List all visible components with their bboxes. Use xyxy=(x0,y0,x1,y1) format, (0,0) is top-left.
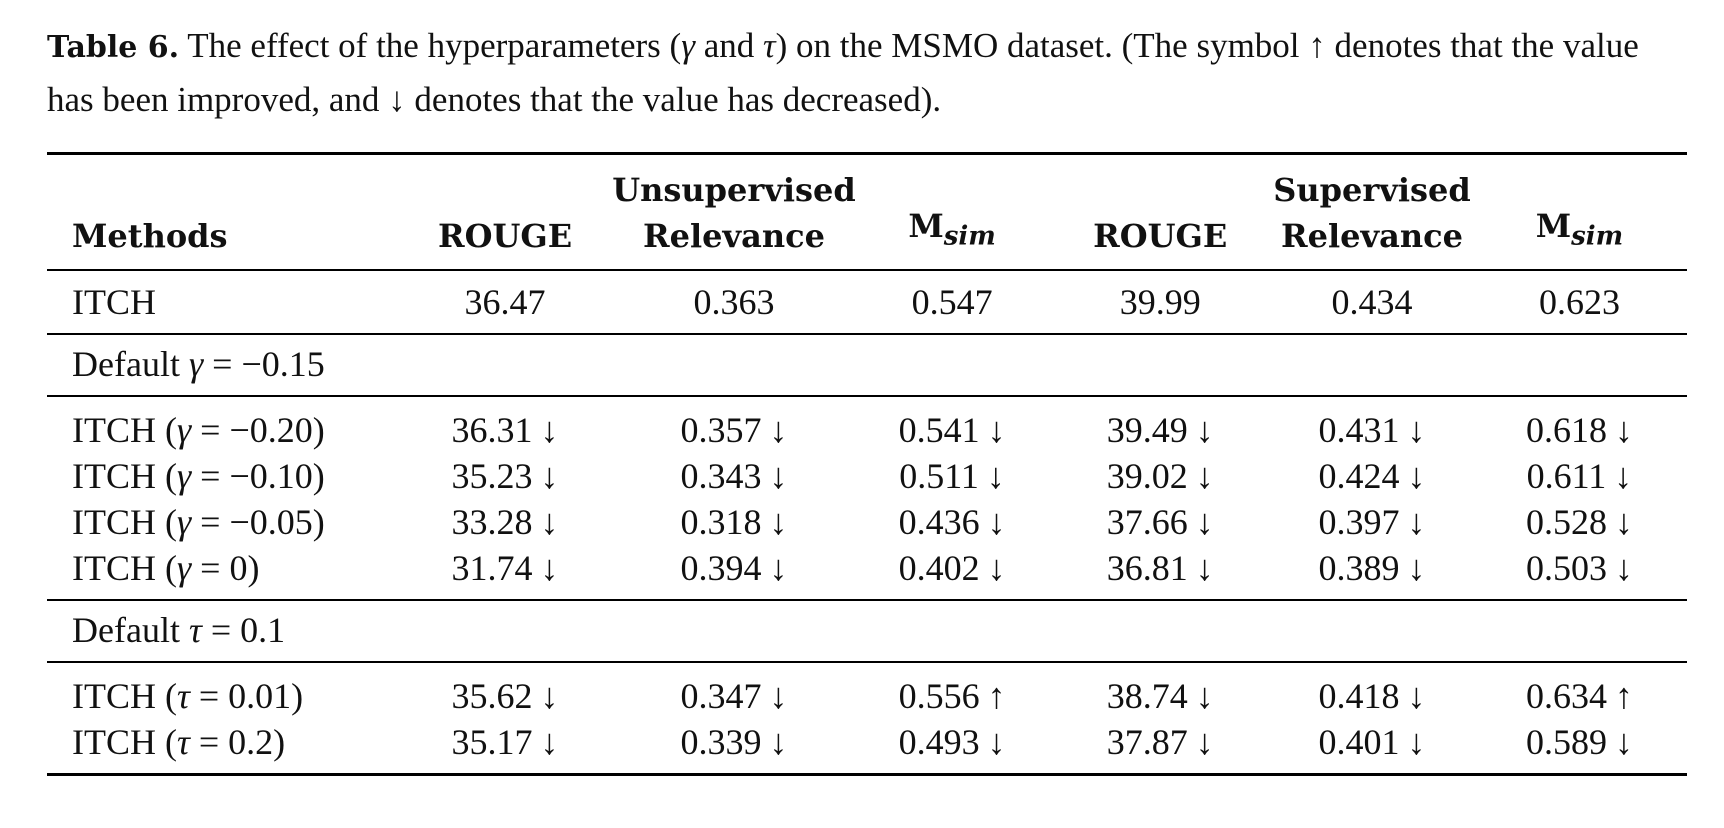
down-arrow-icon: ↓ xyxy=(1614,502,1633,542)
up-arrow-icon: ↑ xyxy=(1614,676,1633,716)
caption-text: denotes that the value has been improved, and xyxy=(47,26,1639,119)
table-row-itch xyxy=(47,270,1687,334)
value-cell: 0.541 ↓ xyxy=(856,396,1049,453)
down-arrow-icon: ↓ xyxy=(769,410,788,450)
value-cell: 0.418 ↓ xyxy=(1272,662,1472,719)
value-cell: 0.357 ↓ xyxy=(612,396,856,453)
value-cell: 36.47 xyxy=(464,282,546,322)
caption-text: denotes that the value has decreased). xyxy=(405,80,942,119)
method-cell: ITCH (τ = 0.01) xyxy=(72,676,304,716)
header-sup-rouge: ROUGE xyxy=(1048,155,1272,270)
value-cell: 36.81 ↓ xyxy=(1048,545,1272,600)
table-row xyxy=(47,719,1687,775)
value-cell: 35.62 ↓ xyxy=(398,662,612,719)
down-arrow-icon: ↓ xyxy=(1195,456,1214,496)
group-header-supervised: Supervised xyxy=(1273,171,1471,209)
down-arrow-icon: ↓ xyxy=(1195,410,1214,450)
section-row-tau xyxy=(47,600,1687,662)
down-arrow-icon: ↓ xyxy=(1407,722,1426,762)
up-arrow-icon: ↑ xyxy=(987,676,1006,716)
method-cell: ITCH (γ = 0) xyxy=(72,548,260,588)
down-arrow-icon: ↓ xyxy=(987,502,1006,542)
table-row xyxy=(47,545,1687,600)
header-unsup-rouge: ROUGE xyxy=(398,155,612,270)
caption-gamma: γ xyxy=(681,26,695,65)
value-cell: 0.547 xyxy=(911,282,993,322)
header-unsup-msim: $M_{sim}$ xyxy=(856,155,1049,270)
value-cell: 0.493 ↓ xyxy=(856,719,1049,775)
caption-text: The effect of the hyperparameters ( xyxy=(179,26,682,65)
caption-label: Table 6. xyxy=(47,30,180,65)
value-cell: 0.611 ↓ xyxy=(1472,453,1687,499)
down-arrow-icon: ↓ xyxy=(540,676,559,716)
method-cell: ITCH (γ = −0.10) xyxy=(72,456,325,496)
value-cell: 0.556 ↑ xyxy=(856,662,1049,719)
method-cell: ITCH xyxy=(72,282,156,322)
down-arrow-icon: ↓ xyxy=(540,722,559,762)
down-arrow-icon: ↓ xyxy=(769,502,788,542)
value-cell: 38.74 ↓ xyxy=(1048,662,1272,719)
table-caption xyxy=(47,20,1687,126)
down-arrow-icon: ↓ xyxy=(769,456,788,496)
value-cell: 0.503 ↓ xyxy=(1472,545,1687,600)
value-cell: 39.99 xyxy=(1119,282,1201,322)
table-row xyxy=(47,453,1687,499)
header-sup-msim: $M_{sim}$ xyxy=(1472,155,1687,270)
down-arrow-icon: ↓ xyxy=(987,410,1006,450)
down-arrow-icon: ↓ xyxy=(1407,548,1426,588)
header-unsup-relevance xyxy=(612,155,856,270)
table-row xyxy=(47,396,1687,453)
value-cell: 33.28 ↓ xyxy=(398,499,612,545)
header-sup-relevance xyxy=(1272,155,1472,270)
value-cell: 0.339 ↓ xyxy=(612,719,856,775)
value-cell: 37.87 ↓ xyxy=(1048,719,1272,775)
value-cell: 0.424 ↓ xyxy=(1272,453,1472,499)
value-cell: 39.49 ↓ xyxy=(1048,396,1272,453)
value-cell: 0.394 ↓ xyxy=(612,545,856,600)
down-arrow-icon: ↓ xyxy=(1195,722,1214,762)
caption-text: ) on the MSMO dataset. (The symbol xyxy=(775,26,1309,65)
header-row xyxy=(47,155,1687,270)
section-title: Default γ = −0.15 xyxy=(47,334,1687,396)
header-relevance-label: Relevance xyxy=(1281,217,1463,255)
down-arrow-icon: ↓ xyxy=(540,410,559,450)
down-arrow-icon: ↓ xyxy=(769,676,788,716)
value-cell: 0.402 ↓ xyxy=(856,545,1049,600)
down-arrow-icon: ↓ xyxy=(1614,722,1633,762)
value-cell: 39.02 ↓ xyxy=(1048,453,1272,499)
down-arrow-icon: ↓ xyxy=(540,456,559,496)
results-table xyxy=(47,152,1687,776)
method-cell: ITCH (γ = −0.05) xyxy=(72,502,325,542)
down-arrow-icon: ↓ xyxy=(540,548,559,588)
value-cell: 0.431 ↓ xyxy=(1272,396,1472,453)
value-cell: 0.434 xyxy=(1331,282,1413,322)
down-arrow-icon: ↓ xyxy=(1407,502,1426,542)
value-cell: 0.634 ↑ xyxy=(1472,662,1687,719)
value-cell: 0.618 ↓ xyxy=(1472,396,1687,453)
table-row xyxy=(47,662,1687,719)
value-cell: 31.74 ↓ xyxy=(398,545,612,600)
down-arrow-icon: ↓ xyxy=(388,80,406,119)
value-cell: 0.436 ↓ xyxy=(856,499,1049,545)
down-arrow-icon: ↓ xyxy=(540,502,559,542)
group-header-unsupervised: Unsupervised xyxy=(612,171,856,209)
value-cell: 0.528 ↓ xyxy=(1472,499,1687,545)
caption-tau: τ xyxy=(763,26,776,65)
method-cell: ITCH (τ = 0.2) xyxy=(47,719,398,775)
section-row-gamma xyxy=(47,334,1687,396)
down-arrow-icon: ↓ xyxy=(1614,410,1633,450)
value-cell: 0.589 ↓ xyxy=(1472,719,1687,775)
down-arrow-icon: ↓ xyxy=(987,722,1006,762)
down-arrow-icon: ↓ xyxy=(987,548,1006,588)
down-arrow-icon: ↓ xyxy=(1195,676,1214,716)
value-cell: 0.318 ↓ xyxy=(612,499,856,545)
down-arrow-icon: ↓ xyxy=(1407,676,1426,716)
down-arrow-icon: ↓ xyxy=(769,722,788,762)
value-cell: 0.347 ↓ xyxy=(612,662,856,719)
down-arrow-icon: ↓ xyxy=(1195,548,1214,588)
table-row xyxy=(47,499,1687,545)
value-cell: 0.343 ↓ xyxy=(612,453,856,499)
value-cell: 35.17 ↓ xyxy=(398,719,612,775)
value-cell: 0.363 xyxy=(693,282,775,322)
down-arrow-icon: ↓ xyxy=(986,456,1005,496)
header-relevance-label: Relevance xyxy=(643,217,825,255)
header-methods: Methods xyxy=(47,155,398,270)
value-cell: 0.511 ↓ xyxy=(856,453,1049,499)
value-cell: 0.401 ↓ xyxy=(1272,719,1472,775)
section-title: Default τ = 0.1 xyxy=(47,600,1687,662)
value-cell: 35.23 ↓ xyxy=(398,453,612,499)
value-cell: 0.389 ↓ xyxy=(1272,545,1472,600)
method-cell: ITCH (γ = −0.20) xyxy=(72,410,325,450)
value-cell: 37.66 ↓ xyxy=(1048,499,1272,545)
value-cell: 0.623 xyxy=(1538,282,1620,322)
up-arrow-icon: ↑ xyxy=(1308,26,1326,65)
down-arrow-icon: ↓ xyxy=(769,548,788,588)
value-cell: 0.397 ↓ xyxy=(1272,499,1472,545)
down-arrow-icon: ↓ xyxy=(1407,456,1426,496)
down-arrow-icon: ↓ xyxy=(1407,410,1426,450)
down-arrow-icon: ↓ xyxy=(1614,548,1633,588)
caption-text: and xyxy=(695,26,764,65)
down-arrow-icon: ↓ xyxy=(1614,456,1633,496)
down-arrow-icon: ↓ xyxy=(1195,502,1214,542)
value-cell: 36.31 ↓ xyxy=(398,396,612,453)
